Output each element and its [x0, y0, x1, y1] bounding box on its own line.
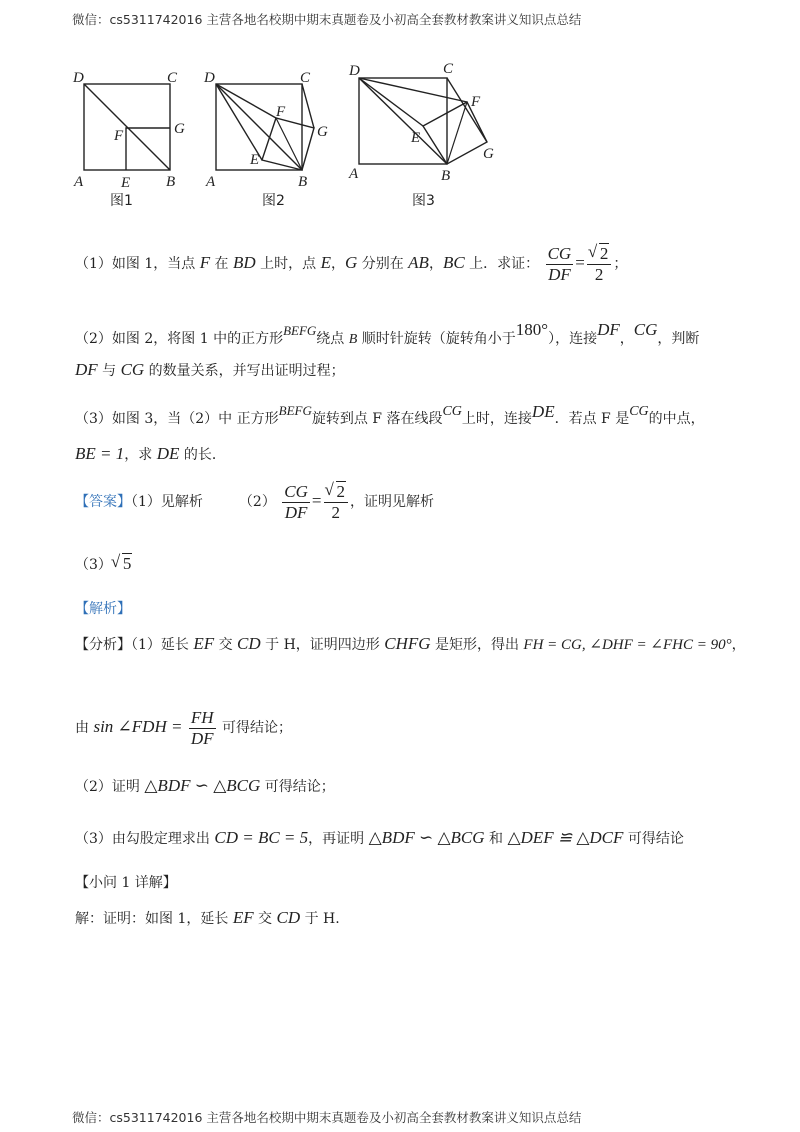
- question-2-line-1: （2）如图 2，将图 1 中的正方形BEFG绕点 B 顺时针旋转（旋转角小于180°），连接DF，CG，判断: [75, 320, 700, 347]
- answer-tag: 【答案】: [75, 494, 131, 511]
- fig3-label-b: B: [441, 168, 451, 184]
- fig3-label-f: F: [471, 94, 481, 110]
- answer-line: 【答案】（1）见解析 （2） $\frac{CG}{DF}$ = √ $\frac{2}{2}$ ，证明见解析: [75, 482, 434, 522]
- fig1-label-a: A: [74, 174, 84, 190]
- fig2-label-b: B: [298, 174, 308, 190]
- fig2-label-d: D: [204, 70, 215, 86]
- fig2-label-c: C: [300, 70, 311, 86]
- analysis-line-4: （3）由勾股定理求出 CD = BC = 5，再证明 △BDF ∽ △BCG 和 △DEF ≌ △DCF 可得结论: [75, 828, 684, 847]
- fig3-label-c: C: [443, 61, 454, 77]
- fig1-label-b: B: [166, 174, 176, 190]
- fig1-caption: 图1: [110, 193, 133, 209]
- question-2-line-2: DF 与 CG 的数量关系，并写出证明过程；: [75, 360, 345, 379]
- question-3-line-2: BE = 1，求 DE 的长．: [75, 444, 226, 463]
- figure-2: [200, 68, 340, 198]
- q1-fraction: $\frac{CG}{DF}$: [547, 244, 572, 284]
- page-header: 微信：cs5311742016 主营各地名校期中期末真题卷及小初高全套教材教案讲义知识点总结: [72, 12, 582, 27]
- fig1-label-f: F: [114, 128, 124, 144]
- fig2-label-a: A: [206, 174, 216, 190]
- solution-line: 解：证明：如图 1，延长 EF 交 CD 于 H.: [75, 908, 340, 927]
- page-footer: 微信：cs5311742016 主营各地名校期中期末真题卷及小初高全套教材教案讲义知识点总结: [72, 1110, 582, 1125]
- analysis-line-2: 由 sin ∠FDH = $\frac{FH}{DF}$ 可得结论；: [75, 708, 293, 748]
- answer-part-3: （3）√ 5: [75, 554, 132, 574]
- fig3-label-a: A: [349, 166, 359, 182]
- fig2-caption: 图2: [262, 193, 285, 209]
- question-3-line-1: （3）如图 3，当（2）中 正方形BEFG旋转到点 F 落在线段CG上时，连接DE．若点 F 是CG的中点，: [75, 402, 705, 427]
- fig3-caption: 图3: [412, 193, 435, 209]
- fig3-label-d: D: [349, 63, 360, 79]
- fig2-label-e: E: [250, 152, 260, 168]
- analysis-line-1: 【分析】（1）延长 EF 交 CD 于 H，证明四边形 CHFG 是矩形，得出 FH = CG, ∠DHF = ∠FHC = 90°，: [75, 634, 746, 653]
- fig1-label-d: D: [73, 70, 84, 86]
- question-1: （1）如图 1，当点 F 在 BD 上时，点 E，G 分别在 AB，BC 上．求证： $\frac{CG}{DF}$ = √ $\frac{2}{2}$ ；: [75, 244, 627, 284]
- figure-1: [70, 68, 200, 198]
- fig3-label-e: E: [411, 130, 421, 146]
- figure-3: [345, 56, 505, 186]
- fig2-label-f: F: [276, 104, 286, 120]
- fig1-label-c: C: [167, 70, 178, 86]
- fig1-label-g: G: [174, 121, 185, 137]
- fig1-label-e: E: [121, 175, 131, 191]
- fig2-label-g: G: [317, 124, 328, 140]
- analysis-line-3: （2）证明 △BDF ∽ △BCG 可得结论；: [75, 776, 335, 795]
- subquestion-1-tag: 【小问 1 详解】: [75, 875, 177, 891]
- analysis-tag: 【解析】: [75, 601, 131, 617]
- fig3-label-g: G: [483, 146, 494, 162]
